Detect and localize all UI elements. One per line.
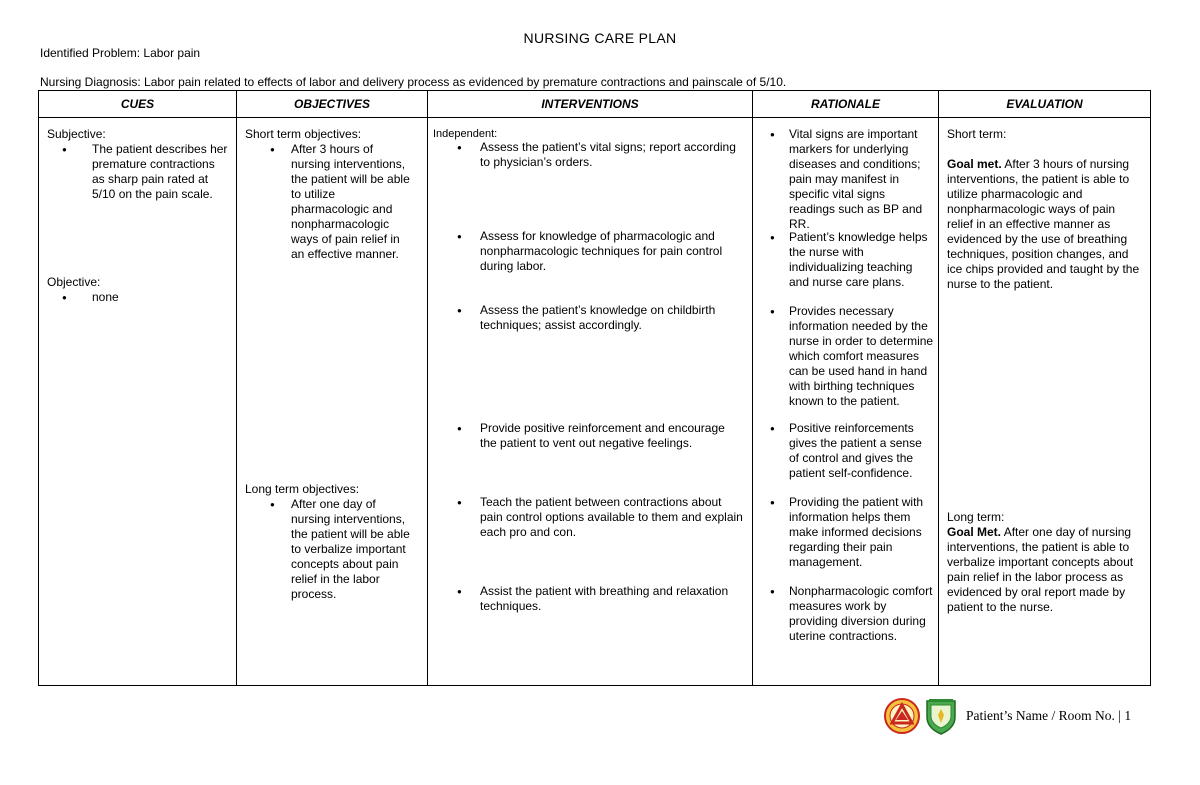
list-item: ● After one day of nursing interventions, the patient will be able to verbalize important concepts about pain relief in the labor process. bbox=[245, 497, 415, 602]
rationale-block bbox=[753, 127, 934, 232]
objective-label: Objective: bbox=[47, 275, 101, 289]
rationale-block bbox=[753, 230, 934, 290]
list-item: ● Assess the patient’s vital signs; report according to physician’s orders. bbox=[433, 140, 744, 170]
header-evaluation: EVALUATION bbox=[939, 91, 1151, 118]
list-item: ● Positive reinforcements gives the patient a sense of control and gives the patient self-confidence. bbox=[753, 421, 934, 481]
intervention-block bbox=[433, 229, 744, 274]
rationale-block bbox=[753, 304, 934, 409]
header-interventions: INTERVENTIONS bbox=[428, 91, 753, 118]
list-item: ● After 3 hours of nursing interventions, the patient will be able to utilize pharmacologic and nonpharmacologic ways of pain relief in an effective manner. bbox=[245, 142, 415, 262]
rationale-block bbox=[753, 421, 934, 481]
list-item: ● none bbox=[47, 290, 230, 305]
list-item: ● Patient’s knowledge helps the nurse with individualizing teaching and nurse care plans. bbox=[753, 230, 934, 290]
table-row bbox=[39, 118, 1151, 686]
long-term-label: Long term objectives: bbox=[245, 482, 360, 496]
evaluation-cell bbox=[939, 118, 1151, 686]
goal-met-label: Goal Met. bbox=[947, 525, 1002, 539]
long-term-eval-label: Long term: bbox=[947, 510, 1005, 524]
long-term-objectives bbox=[245, 482, 415, 602]
intervention-block bbox=[433, 495, 744, 540]
list-item: ● Provide positive reinforcement and encourage the patient to vent out negative feelings. bbox=[433, 421, 744, 451]
list-item: ● Assess for knowledge of pharmacologic and nonpharmacologic techniques for pain control during labor. bbox=[433, 229, 744, 274]
header-rationale: RATIONALE bbox=[753, 91, 939, 118]
header-cues: CUES bbox=[39, 91, 237, 118]
college-shield-icon bbox=[924, 697, 958, 735]
rationale-block bbox=[753, 495, 934, 570]
rationale-cell bbox=[753, 118, 939, 686]
list-item: ● Providing the patient with information helps them make informed decisions regarding their pain management. bbox=[753, 495, 934, 570]
short-term-objectives bbox=[245, 127, 415, 262]
list-item: ● Nonpharmacologic comfort measures work by providing diversion during uterine contractions. bbox=[753, 584, 934, 644]
short-term-evaluation bbox=[947, 127, 1142, 292]
list-item: ● Assist the patient with breathing and relaxation techniques. bbox=[433, 584, 744, 614]
table-header-row bbox=[39, 91, 1151, 118]
cues-cell bbox=[39, 118, 237, 686]
goal-met-label: Goal met. bbox=[947, 157, 1002, 171]
university-seal-icon bbox=[884, 697, 920, 735]
long-term-evaluation bbox=[947, 510, 1142, 615]
short-term-eval-label: Short term: bbox=[947, 127, 1007, 141]
list-item: ● Provides necessary information needed by the nurse in order to determine which comfort measures can be used hand in hand with birthing techniques known to the patient. bbox=[753, 304, 934, 409]
objective-cues bbox=[47, 275, 230, 305]
long-term-eval-text: Goal Met. After one day of nursing interventions, the patient is able to verbalize important concepts about pain relief in the labor process as evidenced by oral report made by patient to the nurse. bbox=[947, 525, 1134, 614]
short-term-eval-text: Goal met. After 3 hours of nursing interventions, the patient is able to utilize pharmacologic and nonpharmacologic ways of pain relief in an effective manner as evidenced by the use of breathing techniques, position changes, and ice chips provided and taught by the nurse to the patient. bbox=[947, 157, 1140, 291]
list-item: ● Teach the patient between contractions about pain control options available to them and explain each pro and con. bbox=[433, 495, 744, 540]
objectives-cell bbox=[237, 118, 428, 686]
list-item: ● Assess the patient’s knowledge on childbirth techniques; assist accordingly. bbox=[433, 303, 744, 333]
intervention-block bbox=[433, 140, 744, 170]
header-objectives: OBJECTIVES bbox=[237, 91, 428, 118]
subjective-cues bbox=[47, 127, 230, 202]
rationale-block bbox=[753, 584, 934, 644]
identified-problem: Identified Problem: Labor pain bbox=[40, 46, 201, 60]
interventions-cell bbox=[428, 118, 753, 686]
short-term-label: Short term objectives: bbox=[245, 127, 362, 141]
intervention-block bbox=[433, 421, 744, 451]
footer-patient-name: Patient’s Name / Room No. | 1 bbox=[966, 708, 1132, 723]
subjective-label: Subjective: bbox=[47, 127, 106, 141]
independent-label: Independent: bbox=[433, 128, 498, 140]
nursing-diagnosis: Nursing Diagnosis: Labor pain related to effects of labor and delivery process as evidenced by premature contractions and painscale of 5/10. bbox=[40, 75, 787, 89]
intervention-block bbox=[433, 584, 744, 614]
care-plan-table bbox=[38, 90, 1151, 686]
list-item: ● Vital signs are important markers for underlying diseases and conditions; pain may manifest in specific vital signs readings such as BP and RR. bbox=[753, 127, 934, 232]
intervention-block bbox=[433, 303, 744, 333]
page-footer bbox=[884, 697, 1131, 735]
page-title: NURSING CARE PLAN bbox=[523, 30, 677, 46]
list-item: ● The patient describes her premature contractions as sharp pain rated at 5/10 on the pain scale. bbox=[47, 142, 230, 202]
